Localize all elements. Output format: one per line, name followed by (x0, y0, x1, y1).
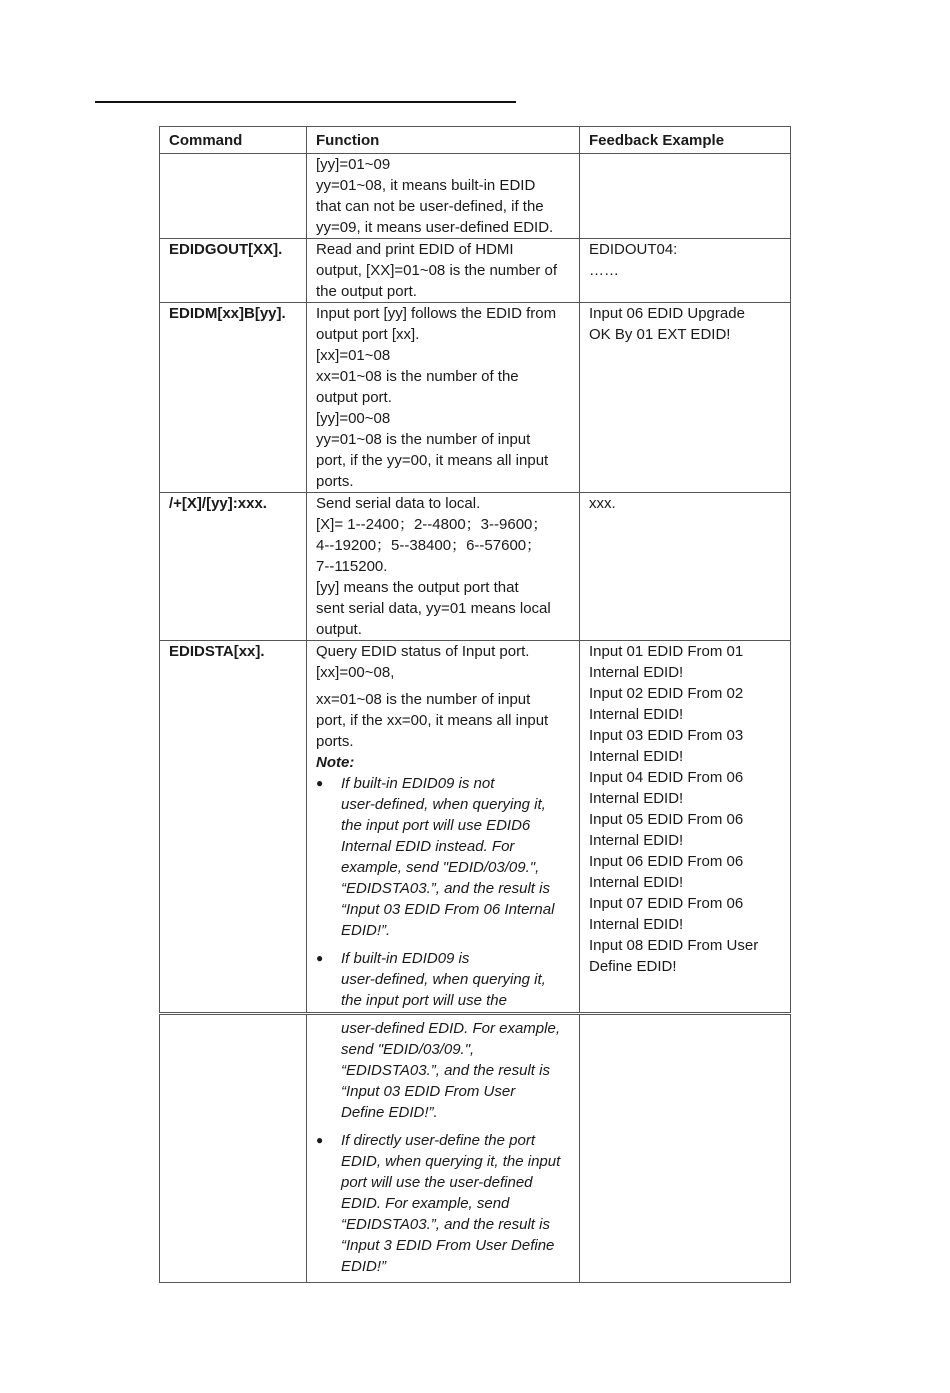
feedback-line: Input 02 EDID From 02 (589, 685, 744, 702)
function-line: port, if the xx=00, it means all input (316, 712, 549, 729)
function-line: output port. (316, 389, 392, 406)
function-line: xx=01~08 is the number of the (316, 368, 519, 385)
table-row (160, 154, 791, 239)
function-line: [xx]=01~08 (316, 347, 391, 364)
bullet-line: EDID!” (341, 1258, 386, 1275)
feedback-line: EDIDOUT04: (589, 241, 678, 258)
feedback-line: OK By 01 EXT EDID! (589, 326, 731, 343)
command-cell: EDIDM[xx]B[yy]. (160, 303, 307, 493)
bullet-line: “EDIDSTA03.”, and the result is (341, 880, 550, 897)
function-line: yy=01~08 is the number of input (316, 431, 531, 448)
bullet-line: ● If built-in EDID09 is not (341, 775, 495, 792)
note-label: Note: (316, 754, 355, 771)
feedback-line: Define EDID! (589, 958, 677, 975)
function-line: that can not be user-defined, if the (316, 198, 544, 215)
column-header-command: Command (160, 127, 307, 154)
command-cell: EDIDGOUT[XX]. (160, 239, 307, 303)
function-line: yy=01~08, it means built-in EDID (316, 177, 536, 194)
table-row (160, 1015, 791, 1283)
feedback-line: Internal EDID! (589, 790, 684, 807)
function-line: [yy]=01~09 (316, 156, 391, 173)
function-cell (307, 303, 580, 493)
table-header-row (160, 127, 791, 154)
feedback-line: Input 03 EDID From 03 (589, 727, 744, 744)
function-line: 4--19200；5--38400；6--57600； (316, 537, 542, 554)
feedback-cell (580, 303, 791, 493)
feedback-line: Internal EDID! (589, 706, 684, 723)
feedback-line: Input 07 EDID From 06 (589, 895, 744, 912)
bullet-line: Define EDID!”. (341, 1104, 438, 1121)
function-line: Query EDID status of Input port. (316, 643, 530, 660)
feedback-line: Input 05 EDID From 06 (589, 811, 744, 828)
bullet-line: EDID, when querying it, the input (341, 1153, 561, 1170)
command-table (159, 126, 791, 1013)
function-line: [yy]=00~08 (316, 410, 391, 427)
bullet-line: send "EDID/03/09.", (341, 1041, 475, 1058)
bullet-line: user-defined EDID. For example, (341, 1020, 560, 1037)
feedback-line: Input 06 EDID From 06 (589, 853, 744, 870)
continuation-table (159, 1014, 791, 1283)
column-header-feedback: Feedback Example (580, 127, 791, 154)
feedback-line: …… (589, 262, 619, 279)
bullet-line: port will use the user-defined (341, 1174, 533, 1191)
bullet-line: “Input 3 EDID From User Define (341, 1237, 555, 1254)
bullet-line: “Input 03 EDID From 06 Internal (341, 901, 555, 918)
function-line: Read and print EDID of HDMI (316, 241, 514, 258)
feedback-cell (580, 239, 791, 303)
feedback-line: Internal EDID! (589, 664, 684, 681)
feedback-cell (580, 1015, 791, 1283)
bullet-line: ● If directly user-define the port (341, 1132, 535, 1149)
function-cell (307, 1015, 580, 1283)
bullet-line: user-defined, when querying it, (341, 796, 546, 813)
feedback-line: Internal EDID! (589, 874, 684, 891)
function-line: [yy] means the output port that (316, 579, 519, 596)
feedback-cell (580, 641, 791, 1013)
function-line: [xx]=00~08, (316, 664, 395, 681)
table-row (160, 303, 791, 493)
note-bullet-list (316, 773, 570, 1011)
table-row (160, 239, 791, 303)
continued-bullet-text (316, 1018, 570, 1123)
feedback-line: xxx. (589, 495, 616, 512)
feedback-line: Internal EDID! (589, 748, 684, 765)
function-line: ports. (316, 473, 354, 490)
function-line: output, [XX]=01~08 is the number of (316, 262, 557, 279)
function-cell (307, 239, 580, 303)
feedback-line: Input 08 EDID From User (589, 937, 759, 954)
note-bullet (316, 1130, 570, 1277)
command-cell: EDIDSTA[xx]. (160, 641, 307, 1013)
note-bullet-list (316, 1130, 570, 1277)
command-cell: /+[X]/[yy]:xxx. (160, 493, 307, 641)
feedback-line: Internal EDID! (589, 916, 684, 933)
note-bullet (316, 948, 570, 1011)
function-line: ports. (316, 733, 354, 750)
bullet-line: “EDIDSTA03.”, and the result is (341, 1062, 550, 1079)
column-header-function: Function (307, 127, 580, 154)
function-line: 7--115200. (316, 558, 388, 575)
bullet-line: example, send "EDID/03/09.", (341, 859, 540, 876)
feedback-cell (580, 493, 791, 641)
feedback-line: Input 01 EDID From 01 (589, 643, 744, 660)
bullet-line: “EDIDSTA03.”, and the result is (341, 1216, 550, 1233)
function-line: the output port. (316, 283, 417, 300)
header-rule (95, 101, 516, 103)
function-cell (307, 154, 580, 239)
function-line: sent serial data, yy=01 means local (316, 600, 551, 617)
function-line: [X]= 1--2400；2--4800；3--9600； (316, 516, 548, 533)
bullet-line: the input port will use the (341, 992, 507, 1009)
function-line: Send serial data to local. (316, 495, 481, 512)
function-line: output. (316, 621, 362, 638)
feedback-line: Input 04 EDID From 06 (589, 769, 744, 786)
bullet-line: user-defined, when querying it, (341, 971, 546, 988)
feedback-line: Internal EDID! (589, 832, 684, 849)
command-cell (160, 154, 307, 239)
bullet-line: EDID. For example, send (341, 1195, 510, 1212)
bullet-line: EDID!”. (341, 922, 391, 939)
bullet-line: Internal EDID instead. For (341, 838, 515, 855)
table-row (160, 493, 791, 641)
feedback-line: Input 06 EDID Upgrade (589, 305, 745, 322)
function-line: xx=01~08 is the number of input (316, 691, 531, 708)
function-cell (307, 493, 580, 641)
note-bullet (316, 773, 570, 941)
command-cell (160, 1015, 307, 1283)
function-line: output port [xx]. (316, 326, 420, 343)
function-cell (307, 641, 580, 1013)
function-line: yy=09, it means user-defined EDID. (316, 219, 554, 236)
bullet-line: ● If built-in EDID09 is (341, 950, 470, 967)
function-line: port, if the yy=00, it means all input (316, 452, 549, 469)
table-row (160, 641, 791, 1013)
bullet-line: “Input 03 EDID From User (341, 1083, 516, 1100)
function-line: Input port [yy] follows the EDID from (316, 305, 557, 322)
feedback-cell (580, 154, 791, 239)
bullet-line: the input port will use EDID6 (341, 817, 531, 834)
